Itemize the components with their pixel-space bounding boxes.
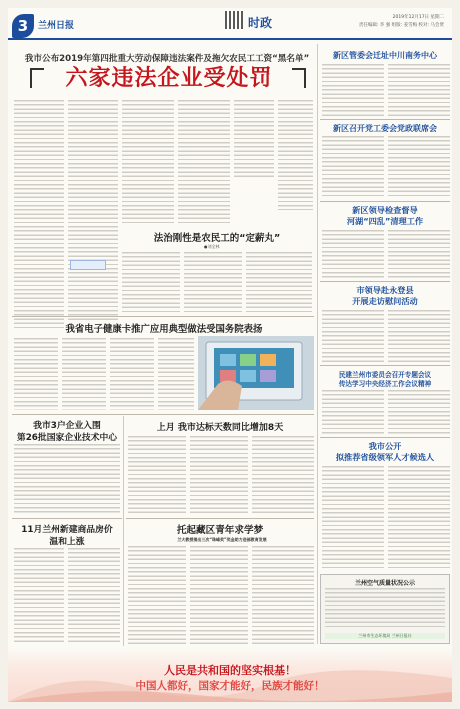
editors-line: 责任编辑: 李 强 组版: 姜雪梅 校对: 马会贤	[358, 23, 444, 28]
right-item-3-title-2: 河湖“四乱”清理工作	[346, 216, 424, 226]
ai-center-title-2: 第26批国家企业技术中心	[16, 433, 118, 443]
right-item-5-title-1: 民建兰州市委员会召开专题会议	[338, 371, 432, 379]
lead-col-5	[234, 100, 274, 180]
commentary-col-1	[122, 252, 180, 312]
right-item-6-title-1: 我市公开	[368, 441, 402, 451]
ehealth-title: 我省电子健康卡推广应用典型做法受国务院表扬	[65, 324, 263, 335]
date-info	[359, 14, 444, 30]
divider-2	[12, 414, 314, 415]
housing-col-2	[68, 548, 120, 644]
page-number: 3	[12, 14, 34, 38]
aq-col-3	[252, 436, 314, 514]
commentary-col-2	[184, 252, 242, 312]
right-item-1-col-a	[322, 64, 384, 116]
right-column-divider	[317, 44, 318, 644]
ai-center-title-1: 我市3户企业入围	[33, 421, 101, 431]
right-divider-2	[320, 201, 450, 202]
air-quality-title: 兰州空气质量状况公示	[354, 580, 415, 587]
right-item-6-col-b	[388, 466, 450, 570]
aq-col-1	[128, 436, 186, 514]
right-divider-5	[320, 437, 450, 438]
right-item-6-title-2: 拟推荐省级领军人才候选人	[335, 452, 435, 462]
ehealth-col-3	[110, 338, 154, 410]
right-item-6-col-a	[322, 466, 384, 570]
ehealth-col-1	[14, 338, 58, 410]
air-quality-footer: 兰州市生态环境局 兰州日报社	[325, 633, 445, 639]
footer-slogan-2: 中国人都好，国家才能好，民族才能好！	[135, 680, 325, 692]
divider-3	[12, 518, 122, 519]
tibet-col-2	[190, 546, 248, 644]
right-divider-1	[320, 119, 450, 120]
right-item-4-title-1: 市领导赴永登县	[356, 285, 414, 295]
right-divider-4	[320, 365, 450, 366]
commentary-col-3	[246, 252, 312, 312]
aq-title: 上月 我市达标天数同比增加8天	[156, 423, 284, 433]
right-divider-3	[320, 281, 450, 282]
divider-4	[126, 518, 314, 519]
ehealth-photo	[198, 336, 314, 410]
lead-col-3	[122, 100, 174, 225]
tibet-col-3	[252, 546, 314, 644]
lead-label-box	[70, 260, 106, 270]
commentary-title: 法治刚性是农民工的“定薪丸”	[153, 233, 281, 244]
right-item-3-col-a	[322, 230, 384, 278]
right-item-5-title-2: 传达学习中央经济工作会议精神	[338, 380, 432, 388]
masthead-rule	[8, 38, 452, 40]
right-item-4-title-2: 开展走访慰问活动	[352, 296, 418, 306]
right-item-2-col-b	[388, 136, 450, 198]
section-title: 时政	[248, 16, 273, 30]
right-item-1-col-b	[388, 64, 450, 116]
paper-logo: 兰州日报	[38, 21, 75, 31]
housing-col-1	[14, 548, 64, 644]
divider-1	[12, 316, 314, 317]
lead-col-1	[14, 100, 64, 330]
right-item-2-title: 新区召开党工委会党政联席会	[333, 124, 437, 133]
qr-code-icon	[225, 11, 243, 29]
air-quality-table	[325, 588, 445, 628]
housing-title-1: 11月兰州新建商品房价	[21, 525, 113, 535]
tibet-col-1	[128, 546, 186, 644]
footer-slogan-1: 人民是共和国的坚实根基！	[164, 664, 296, 677]
ai-center-body	[14, 444, 120, 514]
right-item-5-col-b	[388, 390, 450, 434]
aq-col-2	[190, 436, 248, 514]
right-item-3-title-1: 新区领导检查督导	[352, 205, 418, 215]
tibet-title: 托起藏区青年求学梦	[176, 525, 264, 536]
commentary-byline: ●刘全林	[204, 244, 220, 249]
ehealth-col-2	[62, 338, 106, 410]
right-item-1-title: 新区管委会迁址中川南务中心	[333, 51, 437, 60]
ehealth-col-4	[158, 338, 194, 410]
issue-date: 2019年12月17日 星期二	[392, 15, 444, 20]
lead-kicker: 我市公布2019年第四批重大劳动保障违法案件及拖欠农民工工资“黑名单”	[24, 54, 310, 64]
right-item-4-col-a	[322, 310, 384, 362]
tibet-subtitle: 兰大教授捐出三次“珠峰奖”奖金助力迭部教育发展	[177, 537, 267, 542]
air-quality-box	[320, 574, 450, 644]
right-item-2-col-a	[322, 136, 384, 198]
masthead	[8, 8, 452, 46]
lead-col-6	[278, 100, 313, 210]
right-item-5-col-a	[322, 390, 384, 434]
vertical-divider-1	[123, 416, 124, 646]
lead-col-4	[178, 100, 230, 225]
lead-headline: 六家违法企业受处罚	[65, 66, 273, 91]
right-item-4-col-b	[388, 310, 450, 362]
right-item-3-col-b	[388, 230, 450, 278]
housing-title-2: 温和上涨	[49, 537, 85, 547]
lead-col-2	[68, 100, 118, 320]
newspaper-page	[8, 8, 452, 702]
